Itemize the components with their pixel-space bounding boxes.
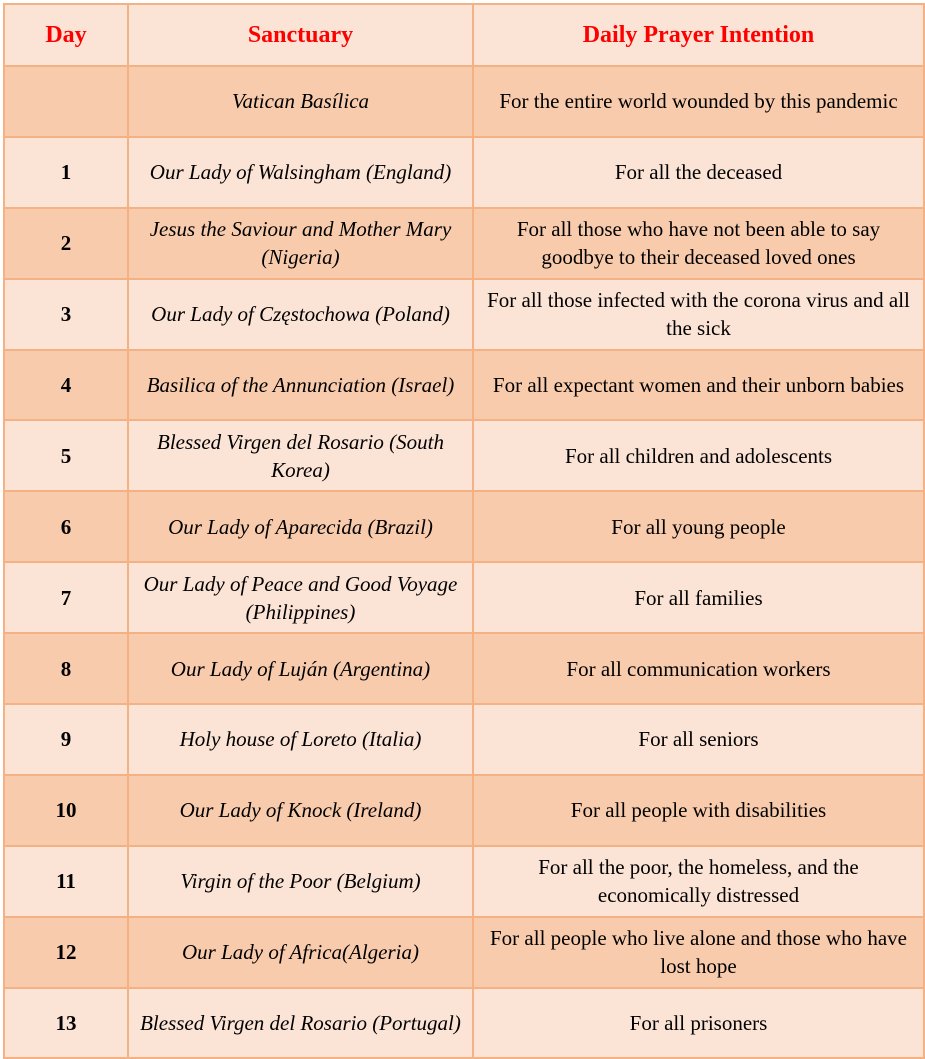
table-row <box>4 491 924 562</box>
day-cell: 1 <box>4 137 128 208</box>
table-row <box>4 420 924 491</box>
day-cell: 13 <box>4 988 128 1059</box>
sanctuary-cell: Our Lady of Knock (Ireland) <box>128 775 473 846</box>
intention-cell: For the entire world wounded by this pandemic <box>473 66 924 137</box>
sanctuary-cell: Our Lady of Częstochowa (Poland) <box>128 279 473 350</box>
day-cell: 2 <box>4 208 128 279</box>
intention-cell: For all communication workers <box>473 633 924 704</box>
day-cell: 5 <box>4 420 128 491</box>
header-day: Day <box>4 4 128 66</box>
sanctuary-cell: Our Lady of Aparecida (Brazil) <box>128 491 473 562</box>
intention-cell: For all children and adolescents <box>473 420 924 491</box>
day-cell: 3 <box>4 279 128 350</box>
header-sanctuary: Sanctuary <box>128 4 473 66</box>
sanctuary-cell: Our Lady of Peace and Good Voyage (Philippines) <box>128 562 473 633</box>
day-cell: 8 <box>4 633 128 704</box>
sanctuary-cell: Jesus the Saviour and Mother Mary (Nigeria) <box>128 208 473 279</box>
intention-cell: For all seniors <box>473 704 924 775</box>
day-cell: 10 <box>4 775 128 846</box>
sanctuary-cell: Holy house of Loreto (Italia) <box>128 704 473 775</box>
intention-cell: For all people with disabilities <box>473 775 924 846</box>
table-row <box>4 775 924 846</box>
sanctuary-cell: Virgin of the Poor (Belgium) <box>128 846 473 917</box>
intention-cell: For all young people <box>473 491 924 562</box>
header-intention: Daily Prayer Intention <box>473 4 924 66</box>
prayer-schedule-table <box>3 3 925 1059</box>
intention-cell: For all people who live alone and those who have lost hope <box>473 917 924 988</box>
table-row <box>4 704 924 775</box>
table-row <box>4 633 924 704</box>
table-row <box>4 562 924 633</box>
intention-cell: For all expectant women and their unborn babies <box>473 350 924 421</box>
intention-cell: For all families <box>473 562 924 633</box>
day-cell: 6 <box>4 491 128 562</box>
day-cell: 9 <box>4 704 128 775</box>
table-row <box>4 279 924 350</box>
sanctuary-cell: Our Lady of Luján (Argentina) <box>128 633 473 704</box>
intention-cell: For all the poor, the homeless, and the economically distressed <box>473 846 924 917</box>
table-row <box>4 846 924 917</box>
table-row <box>4 66 924 137</box>
intention-cell: For all prisoners <box>473 988 924 1059</box>
day-cell: 11 <box>4 846 128 917</box>
sanctuary-cell: Our Lady of Africa(Algeria) <box>128 917 473 988</box>
intention-cell: For all those who have not been able to say goodbye to their deceased loved ones <box>473 208 924 279</box>
sanctuary-cell: Basilica of the Annunciation (Israel) <box>128 350 473 421</box>
day-cell: 4 <box>4 350 128 421</box>
day-cell <box>4 66 128 137</box>
sanctuary-cell: Blessed Virgen del Rosario (South Korea) <box>128 420 473 491</box>
sanctuary-cell: Vatican Basílica <box>128 66 473 137</box>
table-row <box>4 350 924 421</box>
table-row <box>4 988 924 1059</box>
table-row <box>4 208 924 279</box>
day-cell: 7 <box>4 562 128 633</box>
table-body <box>4 66 924 1058</box>
table-row <box>4 917 924 988</box>
intention-cell: For all the deceased <box>473 137 924 208</box>
table-row <box>4 137 924 208</box>
sanctuary-cell: Our Lady of Walsingham (England) <box>128 137 473 208</box>
day-cell: 12 <box>4 917 128 988</box>
intention-cell: For all those infected with the corona virus and all the sick <box>473 279 924 350</box>
header-row <box>4 4 924 66</box>
sanctuary-cell: Blessed Virgen del Rosario (Portugal) <box>128 988 473 1059</box>
